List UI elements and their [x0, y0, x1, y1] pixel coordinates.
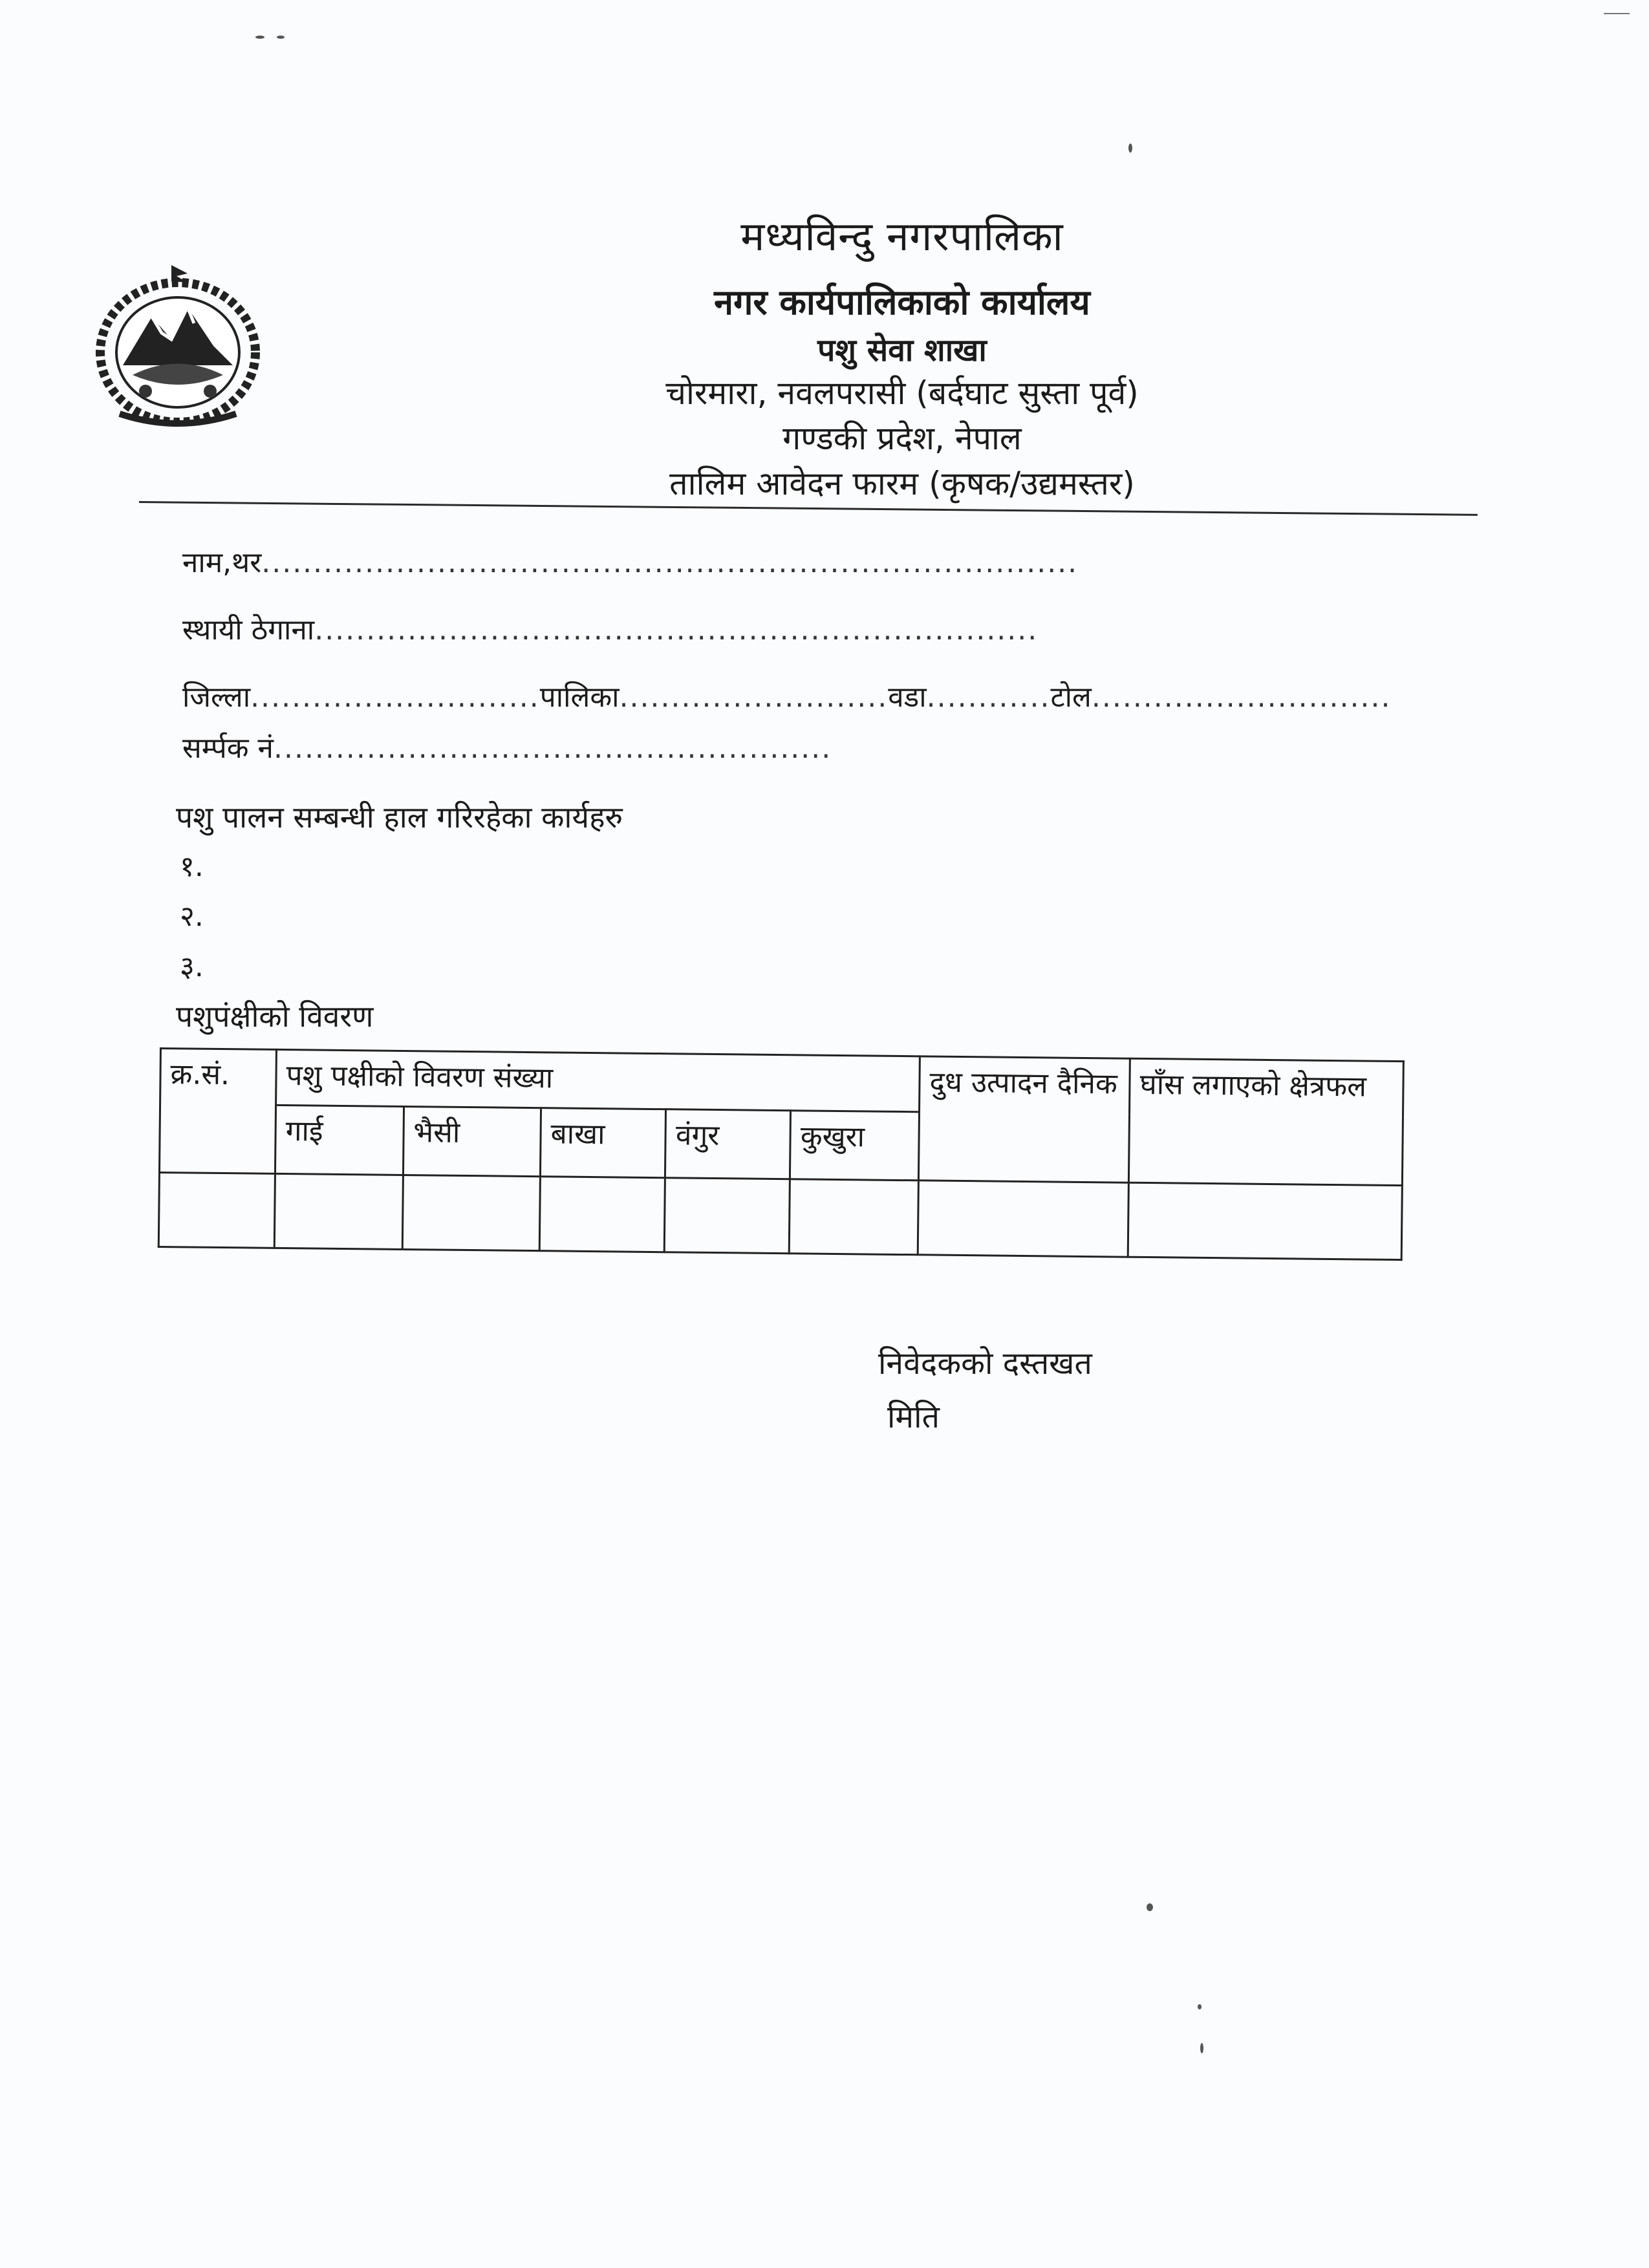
col-buffalo: भैसी — [403, 1107, 541, 1177]
permanent-address-label: स्थायी ठेगाना — [182, 614, 315, 647]
livestock-table — [158, 1047, 1405, 1261]
name-blank[interactable]: ............................................................................... — [261, 546, 1079, 579]
contact-label: सर्म्पक नं — [182, 732, 274, 765]
col-grass-area: घाँस लगाएको क्षेत्रफल — [1129, 1058, 1404, 1185]
activities-heading: पशु पालन सम्बन्धी हाल गरिरहेका कार्यहरु — [176, 800, 623, 835]
col-pig: वंगुर — [665, 1109, 791, 1179]
permanent-address-field[interactable] — [182, 609, 1038, 648]
cell-cow[interactable] — [274, 1173, 403, 1249]
col-daily-milk: दुध उत्पादन दैनिक — [918, 1056, 1130, 1182]
scan-speck — [277, 36, 285, 39]
col-serial-number: क्र.सं. — [159, 1049, 276, 1174]
tole-label: टोल — [1050, 681, 1092, 714]
section-name: पशु सेवा शाखा — [817, 332, 987, 369]
palika-blank[interactable]: .......................... — [619, 681, 889, 714]
cell-daily-milk[interactable] — [918, 1181, 1128, 1257]
cell-serial-number[interactable] — [158, 1173, 275, 1248]
palika-label: पालिका — [539, 681, 620, 714]
date-label: मिति — [887, 1399, 940, 1435]
cell-pig[interactable] — [665, 1178, 790, 1254]
form-title: तालिम आवेदन फारम (कृषक/उद्यमस्तर) — [669, 465, 1135, 502]
permanent-address-blank[interactable]: ...................................................................... — [314, 614, 1039, 647]
col-livestock-count-group: पशु पक्षीको विवरण संख्या — [276, 1049, 920, 1112]
activity-item-3[interactable]: ३. — [180, 950, 204, 983]
col-cow: गाई — [275, 1106, 404, 1175]
location-field-row — [182, 676, 1391, 715]
district-label: जिल्ला — [182, 681, 251, 714]
contact-field[interactable] — [182, 727, 832, 766]
ward-blank[interactable]: ............ — [926, 681, 1051, 714]
tole-blank[interactable]: ............................. — [1091, 681, 1392, 714]
cell-buffalo[interactable] — [402, 1175, 541, 1250]
applicant-signature-label: निवेदकको दस्तखत — [878, 1345, 1092, 1382]
col-goat: बाखा — [540, 1108, 666, 1178]
scan-speck — [255, 36, 264, 39]
scan-speck — [1128, 144, 1132, 153]
province-country: गण्डकी प्रदेश, नेपाल — [782, 420, 1022, 457]
livestock-heading: पशुपंक्षीको विवरण — [176, 999, 374, 1034]
cell-grass-area[interactable] — [1128, 1182, 1402, 1259]
cell-goat[interactable] — [539, 1177, 665, 1252]
contact-blank[interactable]: ...................................................... — [273, 732, 832, 765]
cell-chicken[interactable] — [790, 1179, 919, 1255]
office-address: चोरमारा, नवलपरासी (बर्दघाट सुस्ता पूर्व) — [665, 374, 1139, 412]
office-name: नगर कार्यपालिकाको कार्यालय — [714, 282, 1090, 323]
col-chicken: कुखुरा — [790, 1111, 920, 1181]
activity-item-1[interactable]: १. — [180, 850, 204, 883]
ward-label: वडा — [888, 681, 927, 714]
scan-speck — [1147, 1903, 1153, 1911]
scan-speck — [1200, 2043, 1203, 2053]
municipality-name: मध्यविन्दु नगरपालिका — [740, 213, 1064, 260]
name-field[interactable] — [182, 542, 1078, 581]
scan-speck — [1198, 2004, 1202, 2009]
name-label: नाम,थर — [182, 546, 262, 579]
scan-edge-mark — [1604, 13, 1630, 14]
district-blank[interactable]: ............................ — [250, 681, 540, 714]
activity-item-2[interactable]: २. — [180, 900, 204, 933]
